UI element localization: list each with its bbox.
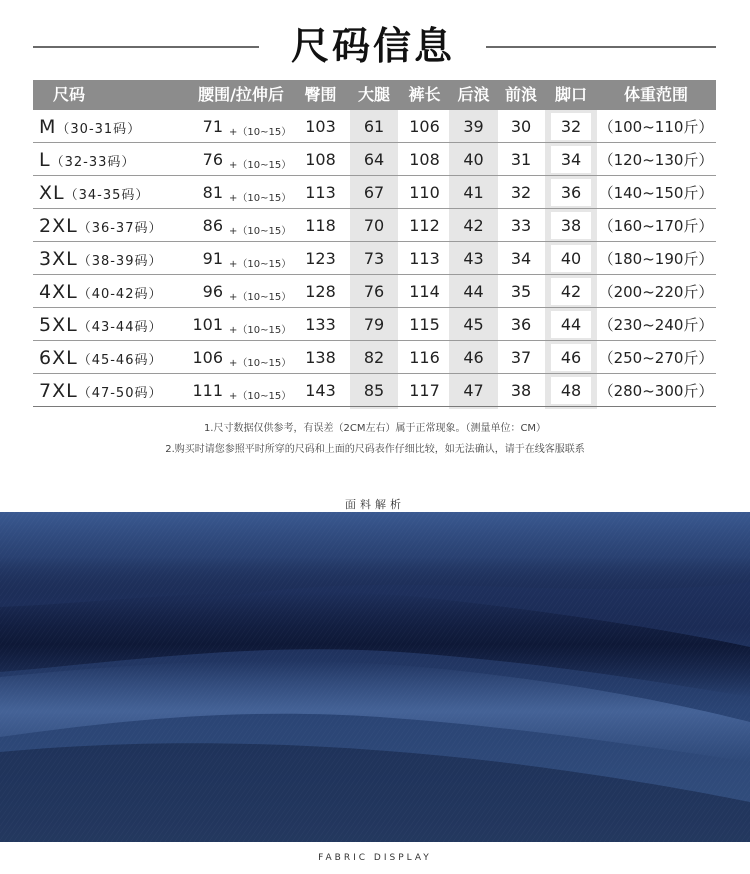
hip-cell: 108	[305, 150, 336, 169]
weight-cell: （280~300斤）	[598, 382, 714, 400]
stretch-value: +（10~15）	[229, 193, 292, 204]
waist-value: 86	[202, 216, 223, 235]
header-front-rise: 前浪	[504, 85, 537, 104]
back-rise-cell: 46	[463, 348, 484, 367]
waist-value: 96	[202, 282, 223, 301]
size-range: （30-31码）	[56, 122, 142, 137]
size-code: XL	[39, 182, 65, 204]
stretch-value: +（10~15）	[229, 226, 292, 237]
waist-cell	[191, 341, 291, 373]
waist-cell	[191, 374, 291, 406]
size-code: L	[39, 149, 51, 171]
table-row-2xl	[33, 209, 716, 242]
waist-cell	[191, 209, 291, 241]
thigh-cell: 76	[363, 282, 385, 301]
denim-fabric-image	[0, 512, 750, 842]
waist-value: 91	[202, 249, 223, 268]
length-cell: 108	[409, 150, 440, 169]
hem-cell: 32	[551, 113, 591, 140]
weight-cell: （250~270斤）	[598, 349, 714, 367]
hip-cell: 118	[305, 216, 336, 235]
table-row-7xl	[33, 374, 716, 407]
header-thigh: 大腿	[357, 85, 390, 104]
stretch-value: +（10~15）	[229, 292, 292, 303]
length-cell: 113	[409, 249, 440, 268]
hip-cell: 113	[305, 183, 336, 202]
size-cell	[39, 275, 189, 307]
fabric-photo	[0, 512, 750, 842]
back-rise-cell: 43	[463, 249, 484, 268]
back-rise-cell: 45	[463, 315, 484, 334]
length-cell: 112	[409, 216, 440, 235]
back-rise-cell: 40	[463, 150, 484, 169]
waist-cell	[191, 110, 291, 142]
header-hip: 臀围	[304, 85, 337, 104]
size-code: M	[39, 116, 57, 138]
fabric-caption: FABRIC DISPLAY	[318, 853, 432, 863]
hem-cell: 40	[551, 245, 591, 272]
table-row-5xl	[33, 308, 716, 341]
size-range: （45-46码）	[77, 353, 163, 368]
weight-cell: （200~220斤）	[598, 283, 714, 301]
front-rise-cell: 34	[510, 249, 532, 268]
weight-cell: （100~110斤）	[598, 118, 714, 136]
size-cell	[39, 374, 189, 406]
stretch-value: +（10~15）	[229, 358, 292, 369]
back-rise-cell: 41	[463, 183, 484, 202]
waist-value: 111	[192, 381, 223, 400]
length-cell: 114	[409, 282, 440, 301]
table-body	[33, 110, 716, 409]
hip-cell: 138	[305, 348, 336, 367]
table-row-4xl	[33, 275, 716, 308]
title-row	[0, 18, 750, 78]
thigh-cell: 73	[363, 249, 385, 268]
size-range: （47-50码）	[77, 386, 163, 401]
page-title: 尺码信息	[290, 24, 455, 68]
front-rise-cell: 38	[510, 381, 532, 400]
thigh-cell: 61	[363, 117, 385, 136]
size-cell	[39, 209, 189, 241]
front-rise-cell: 33	[510, 216, 532, 235]
front-rise-cell: 37	[510, 348, 532, 367]
hem-cell: 48	[551, 377, 591, 404]
size-range: （38-39码）	[77, 254, 163, 269]
size-code: 3XL	[39, 248, 78, 270]
size-code: 2XL	[39, 215, 78, 237]
front-rise-cell: 35	[510, 282, 532, 301]
back-rise-cell: 42	[463, 216, 484, 235]
length-cell: 117	[409, 381, 440, 400]
size-cell	[39, 242, 189, 274]
stretch-value: +（10~15）	[229, 259, 292, 270]
hem-cell: 36	[551, 179, 591, 206]
front-rise-cell: 30	[510, 117, 532, 136]
weight-cell: （180~190斤）	[598, 250, 714, 268]
back-rise-cell: 39	[463, 117, 484, 136]
size-code: 4XL	[39, 281, 78, 303]
header-length: 裤长	[408, 85, 441, 104]
header-waist: 腰围/拉伸后	[198, 85, 284, 104]
hip-cell: 123	[305, 249, 336, 268]
front-rise-cell: 32	[510, 183, 532, 202]
waist-value: 71	[202, 117, 223, 136]
hip-cell: 103	[305, 117, 336, 136]
thigh-cell: 64	[363, 150, 385, 169]
size-code: 6XL	[39, 347, 78, 369]
stretch-value: +（10~15）	[229, 325, 292, 336]
waist-cell	[191, 275, 291, 307]
front-rise-cell: 31	[510, 150, 532, 169]
table-row-xl	[33, 176, 716, 209]
header-size: 尺码	[53, 85, 86, 104]
thigh-cell: 70	[363, 216, 385, 235]
waist-value: 106	[192, 348, 223, 367]
waist-value: 101	[192, 315, 223, 334]
title-divider-left	[33, 46, 259, 48]
hem-cell: 46	[551, 344, 591, 371]
table-row-3xl	[33, 242, 716, 275]
waist-cell	[191, 143, 291, 175]
weight-cell: （120~130斤）	[598, 151, 714, 169]
size-range: （43-44码）	[77, 320, 163, 335]
header-back-rise: 后浪	[457, 85, 490, 104]
size-cell	[39, 341, 189, 373]
waist-value: 76	[202, 150, 223, 169]
note-purchase: 2.购买时请您参照平时所穿的尺码和上面的尺码表作仔细比较，如无法确认，请于在线客服联系	[165, 444, 585, 455]
weight-cell: （140~150斤）	[598, 184, 714, 202]
length-cell: 116	[409, 348, 440, 367]
hem-cell: 38	[551, 212, 591, 239]
thigh-cell: 79	[363, 315, 385, 334]
size-code: 7XL	[39, 380, 78, 402]
header-hem: 脚口	[554, 85, 587, 104]
size-range: （32-33码）	[50, 155, 136, 170]
thigh-cell: 67	[363, 183, 385, 202]
hip-cell: 128	[305, 282, 336, 301]
hem-cell: 42	[551, 278, 591, 305]
hip-cell: 133	[305, 315, 336, 334]
length-cell: 106	[409, 117, 440, 136]
hem-cell: 34	[551, 146, 591, 173]
weight-cell: （160~170斤）	[598, 217, 714, 235]
stretch-value: +（10~15）	[229, 127, 292, 138]
weight-cell: （230~240斤）	[598, 316, 714, 334]
waist-cell	[191, 242, 291, 274]
length-cell: 115	[409, 315, 440, 334]
waist-cell	[191, 308, 291, 340]
fabric-section-title: 面料解析	[345, 498, 405, 511]
thigh-cell: 85	[363, 381, 385, 400]
hem-cell: 44	[551, 311, 591, 338]
header-weight: 体重范围	[623, 85, 688, 104]
note-measurement: 1.尺寸数据仅供参考，有误差（2CM左右）属于正常现象。（测量单位：CM）	[203, 423, 547, 434]
back-rise-cell: 47	[463, 381, 484, 400]
size-code: 5XL	[39, 314, 78, 336]
size-cell	[39, 308, 189, 340]
size-cell	[39, 176, 189, 208]
size-range: （36-37码）	[77, 221, 163, 236]
front-rise-cell: 36	[510, 315, 532, 334]
length-cell: 110	[409, 183, 440, 202]
thigh-cell: 82	[363, 348, 385, 367]
table-row-l	[33, 143, 716, 176]
size-cell	[39, 143, 189, 175]
hip-cell: 143	[305, 381, 336, 400]
waist-cell	[191, 176, 291, 208]
table-header	[33, 80, 716, 110]
size-range: （34-35码）	[64, 188, 150, 203]
table-row-m	[33, 110, 716, 143]
waist-value: 81	[202, 183, 223, 202]
stretch-value: +（10~15）	[229, 160, 292, 171]
size-cell	[39, 110, 189, 142]
table-row-6xl	[33, 341, 716, 374]
size-table	[33, 80, 716, 409]
stretch-value: +（10~15）	[229, 391, 292, 402]
back-rise-cell: 44	[463, 282, 484, 301]
size-range: （40-42码）	[77, 287, 163, 302]
title-divider-right	[486, 46, 716, 48]
